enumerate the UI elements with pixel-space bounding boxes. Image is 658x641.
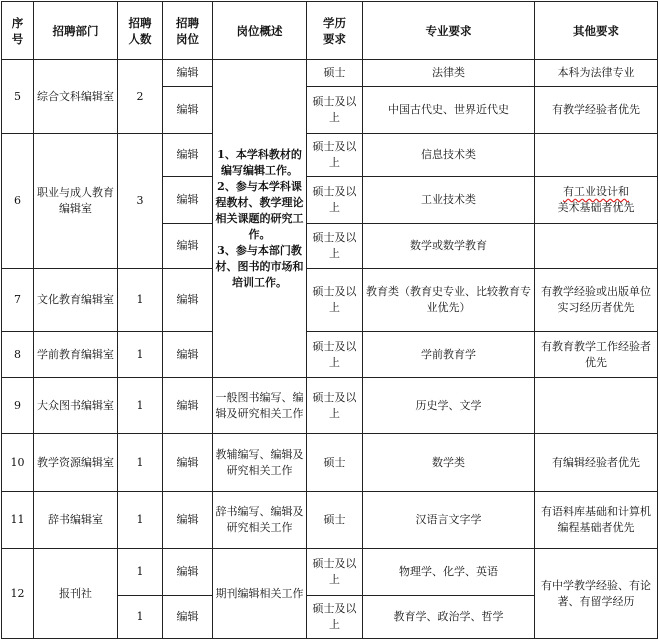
row-number: 10 xyxy=(2,434,34,492)
major-requirement: 历史学、文学 xyxy=(363,378,535,434)
row-number: 7 xyxy=(2,269,34,332)
dept-name: 辞书编辑室 xyxy=(34,492,118,549)
post-name: 编辑 xyxy=(163,60,213,87)
header-row xyxy=(2,2,658,60)
other-requirement: 有教学经验者优先 xyxy=(535,87,658,134)
edu-requirement: 硕士及以上 xyxy=(307,332,363,378)
post-name: 编辑 xyxy=(163,87,213,134)
header-other: 其他要求 xyxy=(535,2,658,60)
post-name: 编辑 xyxy=(163,492,213,549)
dept-name: 教学资源编辑室 xyxy=(34,434,118,492)
other-requirement: 有编辑经验者优先 xyxy=(535,434,658,492)
edu-requirement: 硕士及以上 xyxy=(307,87,363,134)
edu-requirement: 硕士及以上 xyxy=(307,177,363,224)
post-name: 编辑 xyxy=(163,269,213,332)
other-requirement: 有工业设计和 美术基础者优先 xyxy=(535,177,658,224)
other-requirement: 有教学经验或出版单位实习经历者优先 xyxy=(535,269,658,332)
dept-name: 大众图书编辑室 xyxy=(34,378,118,434)
post-name: 编辑 xyxy=(163,596,213,639)
hire-count: 1 xyxy=(118,269,163,332)
other-requirement xyxy=(535,134,658,177)
shared-job-description: 1、本学科教材的编写编辑工作。 2、参与本学科课程教材、教学理论相关课题的研究工作。 3、参与本部门教材、图书的市场和培训工作。 xyxy=(213,60,307,378)
hire-count: 2 xyxy=(118,60,163,134)
row-number: 9 xyxy=(2,378,34,434)
post-name: 编辑 xyxy=(163,378,213,434)
row-number: 11 xyxy=(2,492,34,549)
major-requirement: 数学类 xyxy=(363,434,535,492)
hire-count: 3 xyxy=(118,134,163,269)
edu-requirement: 硕士及以上 xyxy=(307,378,363,434)
hire-count: 1 xyxy=(118,434,163,492)
other-requirement: 有语料库基础和计算机编程基础者优先 xyxy=(535,492,658,549)
edu-requirement: 硕士及以上 xyxy=(307,269,363,332)
recruitment-table xyxy=(1,1,658,639)
row-number: 5 xyxy=(2,60,34,134)
hire-count: 1 xyxy=(118,492,163,549)
post-name: 编辑 xyxy=(163,434,213,492)
job-description: 一般图书编写、编辑及研究相关工作 xyxy=(213,378,307,434)
major-requirement: 法律类 xyxy=(363,60,535,87)
hire-count: 1 xyxy=(118,549,163,596)
post-name: 编辑 xyxy=(163,224,213,269)
major-requirement: 学前教育学 xyxy=(363,332,535,378)
header-count: 招聘 人数 xyxy=(118,2,163,60)
header-major: 专业要求 xyxy=(363,2,535,60)
table-row xyxy=(2,378,658,434)
major-requirement: 工业技术类 xyxy=(363,177,535,224)
dept-name: 报刊社 xyxy=(34,549,118,639)
other-requirement: 有中学教学经验、有论著、有留学经历 xyxy=(535,549,658,639)
other-requirement xyxy=(535,378,658,434)
edu-requirement: 硕士及以上 xyxy=(307,224,363,269)
post-name: 编辑 xyxy=(163,332,213,378)
post-name: 编辑 xyxy=(163,134,213,177)
major-requirement: 教育类（教育史专业、比较教育专业优先） xyxy=(363,269,535,332)
header-no: 序 号 xyxy=(2,2,34,60)
row-number: 6 xyxy=(2,134,34,269)
other-requirement xyxy=(535,224,658,269)
edu-requirement: 硕士及以上 xyxy=(307,596,363,639)
table-row xyxy=(2,269,658,332)
edu-requirement: 硕士 xyxy=(307,492,363,549)
post-name: 编辑 xyxy=(163,549,213,596)
major-requirement: 教育学、政治学、哲学 xyxy=(363,596,535,639)
other-requirement: 本科为法律专业 xyxy=(535,60,658,87)
major-requirement: 中国古代史、世界近代史 xyxy=(363,87,535,134)
edu-requirement: 硕士 xyxy=(307,434,363,492)
table-row xyxy=(2,60,658,87)
major-requirement: 物理学、化学、英语 xyxy=(363,549,535,596)
row-number: 12 xyxy=(2,549,34,639)
dept-name: 综合文科编辑室 xyxy=(34,60,118,134)
job-description: 辞书编写、编辑及研究相关工作 xyxy=(213,492,307,549)
header-edu: 学历 要求 xyxy=(307,2,363,60)
major-requirement: 信息技术类 xyxy=(363,134,535,177)
other-requirement: 有教育教学工作经验者优先 xyxy=(535,332,658,378)
major-requirement: 数学或数学教育 xyxy=(363,224,535,269)
hire-count: 1 xyxy=(118,596,163,639)
header-dept: 招聘部门 xyxy=(34,2,118,60)
job-description: 教辅编写、编辑及研究相关工作 xyxy=(213,434,307,492)
edu-requirement: 硕士及以上 xyxy=(307,549,363,596)
edu-requirement: 硕士 xyxy=(307,60,363,87)
table-row xyxy=(2,549,658,596)
table-row xyxy=(2,134,658,177)
header-post: 招聘 岗位 xyxy=(163,2,213,60)
major-requirement: 汉语言文字学 xyxy=(363,492,535,549)
table-row xyxy=(2,332,658,378)
post-name: 编辑 xyxy=(163,177,213,224)
job-description: 期刊编辑相关工作 xyxy=(213,549,307,639)
hire-count: 1 xyxy=(118,332,163,378)
edu-requirement: 硕士及以上 xyxy=(307,134,363,177)
dept-name: 学前教育编辑室 xyxy=(34,332,118,378)
header-desc: 岗位概述 xyxy=(213,2,307,60)
hire-count: 1 xyxy=(118,378,163,434)
row-number: 8 xyxy=(2,332,34,378)
table-row xyxy=(2,492,658,549)
table-row xyxy=(2,434,658,492)
dept-name: 职业与成人教育编辑室 xyxy=(34,134,118,269)
dept-name: 文化教育编辑室 xyxy=(34,269,118,332)
